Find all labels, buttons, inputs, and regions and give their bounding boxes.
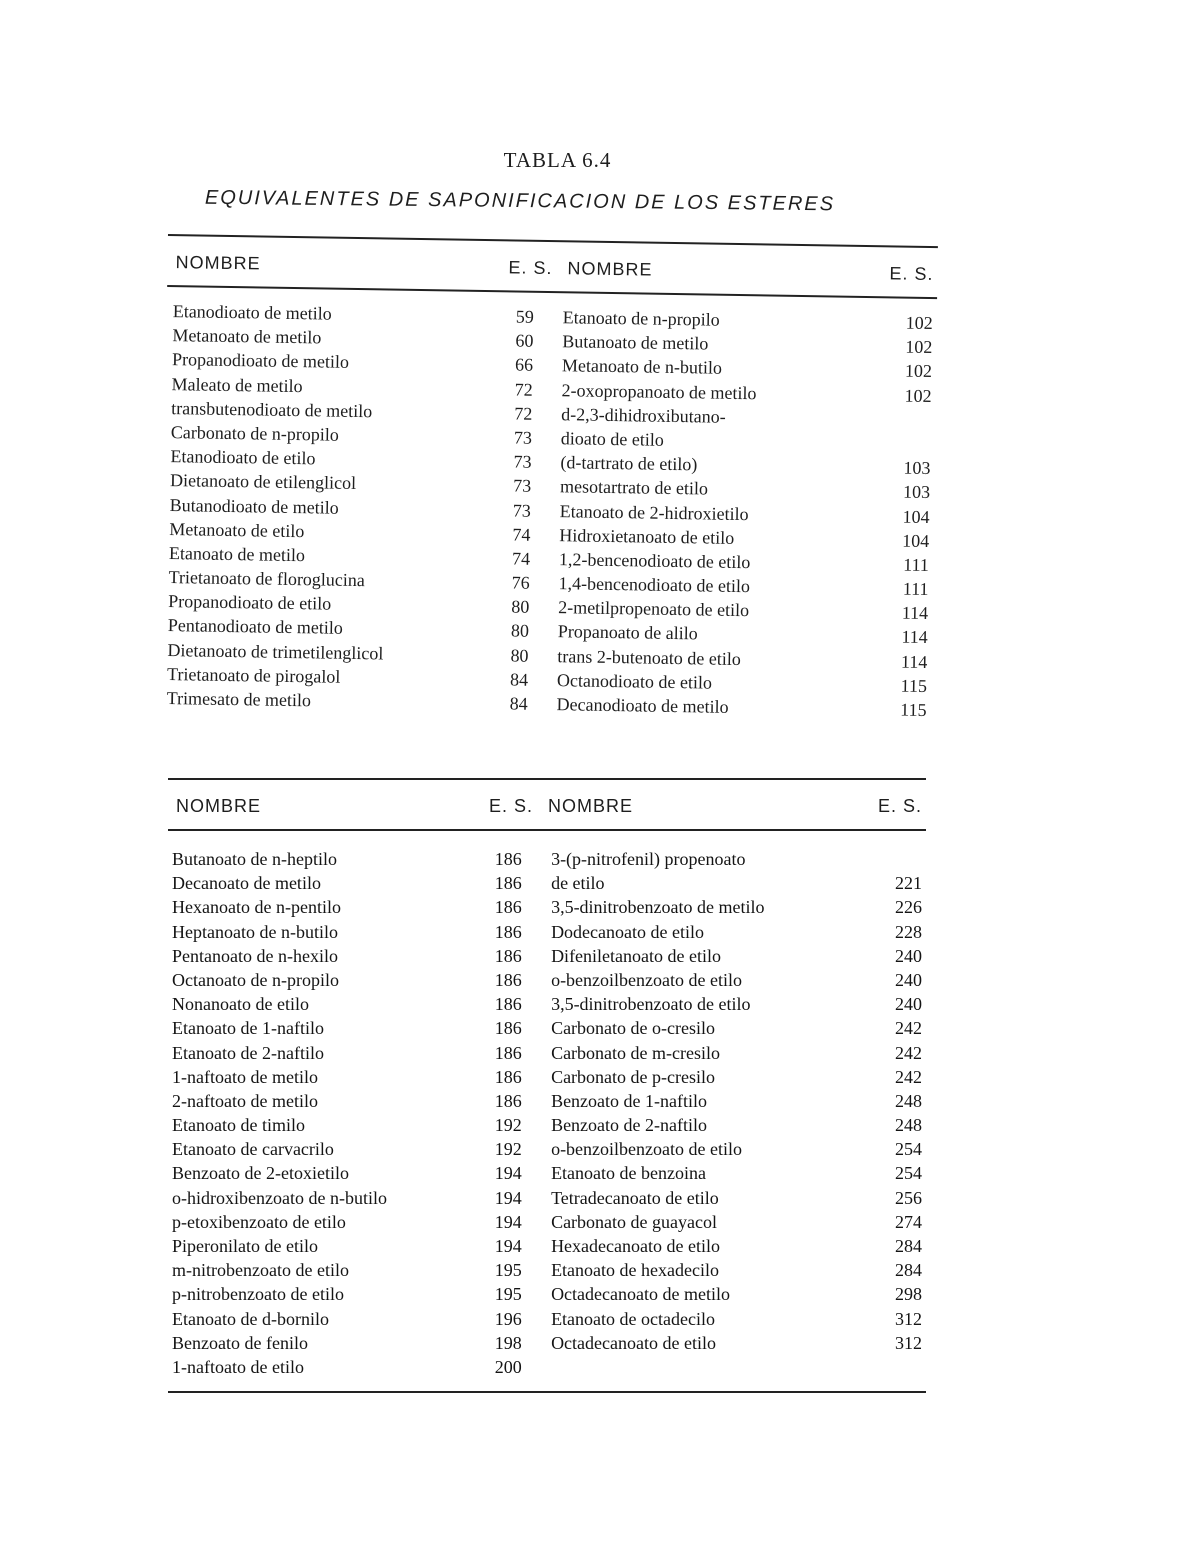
- table-cell: 114: [901, 602, 929, 624]
- table-cell: 76: [511, 572, 530, 593]
- table-cell: 2-naftoato de metilo: [172, 1090, 318, 1111]
- table-cell: Nonanoato de etilo: [172, 994, 309, 1015]
- table-cell: Propanoato de alilo: [557, 621, 698, 644]
- table-cell: Etanoato de timilo: [172, 1115, 305, 1136]
- table-cell: Metanoato de metilo: [172, 325, 322, 348]
- table-cell: 195: [494, 1284, 522, 1305]
- table-cell: Hexadecanoato de etilo: [551, 1236, 720, 1256]
- table-cell: 194: [494, 1211, 522, 1232]
- right-es-column: [875, 310, 937, 722]
- table-cell: 84: [510, 669, 529, 690]
- table-cell: Benzoato de 2-naftilo: [551, 1115, 708, 1136]
- table-cell: 226: [895, 897, 922, 918]
- table-cell: 115: [900, 675, 928, 696]
- table-cell: Etanoato de n-propilo: [562, 307, 720, 330]
- table-cell: Difeniletanoato de etilo: [551, 945, 721, 966]
- header-name-right: NOMBRE: [548, 796, 634, 816]
- table-cell: Etanoato de metilo: [168, 542, 306, 566]
- table-cell: Metanoato de etilo: [169, 518, 305, 541]
- table-cell: 73: [513, 427, 533, 448]
- table-cell: 80: [510, 620, 530, 642]
- left-es-column: [487, 847, 529, 1379]
- right-name-column: [542, 305, 881, 721]
- table-cell: Propanodioato de etilo: [168, 591, 332, 614]
- table-cell: 66: [514, 354, 534, 376]
- table-cell: 102: [905, 336, 933, 358]
- table-cell: o-benzoilbenzoato de etilo: [551, 969, 742, 990]
- table-cell: 186: [494, 1018, 522, 1039]
- table-cell: Carbonato de m-cresilo: [551, 1042, 721, 1063]
- table-cell: Etanoato de hexadecilo: [551, 1260, 719, 1281]
- table-cell: 114: [900, 651, 928, 672]
- table-cell: 242: [895, 1066, 922, 1087]
- table-cell: 186: [494, 897, 522, 918]
- table-cell: 3,5-dinitrobenzoato de metilo: [551, 897, 765, 918]
- table-cell: 192: [494, 1139, 522, 1160]
- table-cell: p-etoxibenzoato de etilo: [172, 1211, 346, 1232]
- table-cell: 103: [902, 481, 931, 503]
- table-cell: 73: [512, 499, 531, 521]
- table-cell: Benzoato de 2-etoxietilo: [172, 1163, 349, 1184]
- table-cell: 186: [494, 921, 522, 942]
- table-cell: Hexanoato de n-pentilo: [172, 897, 341, 918]
- table-cell: 72: [514, 403, 533, 424]
- table-cell: Butanodioato de metilo: [169, 494, 339, 518]
- table-cell: 312: [895, 1332, 922, 1353]
- table-cell: 59: [515, 306, 535, 327]
- table-cell: 195: [494, 1260, 522, 1281]
- table-cell: 256: [895, 1187, 922, 1208]
- table-cell: 194: [494, 1236, 522, 1256]
- table-cell: Octadecanoato de etilo: [551, 1332, 716, 1353]
- table-cell: o-hidroxibenzoato de n-butilo: [172, 1187, 387, 1208]
- table-cell: 240: [895, 969, 922, 990]
- table-cell: 298: [895, 1284, 922, 1305]
- table-cell: Dietanoato de trimetilenglicol: [167, 639, 384, 664]
- header-name-left: NOMBRE: [175, 252, 261, 274]
- table-cell: Etanoato de 2-hidroxietilo: [559, 500, 749, 524]
- header-es-left: E. S.: [488, 796, 533, 816]
- table-cell: Octanoato de n-propilo: [172, 969, 339, 990]
- table-cell: 186: [494, 945, 522, 966]
- table-cell: Etanoato de 2-naftilo: [172, 1042, 324, 1063]
- right-es-column: [878, 847, 926, 1379]
- table-cell: Dodecanoato de etilo: [551, 921, 705, 942]
- column-header-row: [168, 780, 926, 829]
- table-cell: 186: [494, 1066, 522, 1087]
- table-cell: Butanoato de n-heptilo: [172, 849, 337, 869]
- table-cell: 104: [902, 506, 930, 527]
- table-cell: 186: [494, 969, 522, 990]
- table-cell: 102: [905, 312, 933, 334]
- table-cell: 1,2-bencenodioato de etilo: [558, 549, 751, 573]
- table-cell: Pentanodioato de metilo: [167, 615, 343, 639]
- table-cell: 312: [895, 1308, 922, 1329]
- table-cell: 221: [895, 873, 922, 894]
- table-cell: o-benzoilbenzoato de etilo: [551, 1139, 742, 1160]
- table-cell: (d-tartrato de etilo): [560, 452, 698, 475]
- table-cell: 80: [511, 596, 530, 617]
- table-cell: Carbonato de guayacol: [551, 1211, 717, 1232]
- table-cell: 186: [494, 994, 522, 1015]
- table-cell: 186: [494, 849, 522, 869]
- table-cell: 248: [895, 1090, 922, 1111]
- table-cell: 284: [895, 1236, 922, 1256]
- table-cell: 72: [514, 379, 533, 400]
- table-number: TABLA 6.4: [503, 148, 612, 172]
- header-es-right: E. S.: [889, 263, 934, 285]
- table-cell: 111: [903, 554, 930, 575]
- table-body: [168, 831, 926, 1379]
- table-cell: Etanodioato de metilo: [172, 301, 332, 324]
- table-cell: 240: [895, 945, 922, 966]
- table-cell: 1-naftoato de metilo: [172, 1066, 318, 1087]
- table-cell: Hidroxietanoato de etilo: [559, 524, 735, 548]
- table-cell: Octanodioato de etilo: [556, 669, 713, 693]
- table-cell: 194: [494, 1163, 522, 1184]
- header-name-right: NOMBRE: [567, 258, 653, 280]
- table-cell: 198: [494, 1332, 522, 1353]
- table-cell: 114: [901, 627, 928, 648]
- table-block-2: [168, 778, 926, 1393]
- table-cell: Carbonato de p-cresilo: [551, 1066, 716, 1087]
- table-cell: Etanoato de d-bornilo: [172, 1308, 329, 1329]
- table-cell: 74: [511, 548, 531, 569]
- table-cell: 74: [512, 524, 531, 545]
- table-cell: Butanoato de metilo: [562, 331, 709, 354]
- table-cell: mesotartrato de etilo: [559, 476, 709, 499]
- table-cell: 102: [904, 385, 932, 406]
- table-cell: 196: [494, 1308, 522, 1329]
- left-es-column: [495, 304, 549, 716]
- table-cell: Tetradecanoato de etilo: [551, 1187, 719, 1208]
- table-cell: 3,5-dinitrobenzoato de etilo: [551, 994, 751, 1015]
- table-cell: Benzoato de 1-naftilo: [551, 1090, 708, 1111]
- table-cell: 60: [515, 330, 534, 351]
- table-cell: 186: [494, 1042, 522, 1063]
- table-cell: 186: [494, 873, 522, 894]
- table-cell: Dietanoato de etilenglicol: [169, 470, 357, 494]
- table-cell: Metanoato de n-butilo: [561, 355, 723, 379]
- bottom-rule: [168, 1391, 926, 1393]
- right-name-column: [529, 847, 878, 1379]
- table-cell: 248: [895, 1115, 922, 1136]
- table-block-1: [161, 234, 938, 722]
- table-cell: Maleato de metilo: [171, 373, 303, 396]
- table-cell: Heptanoato de n-butilo: [172, 921, 338, 942]
- table-cell: 80: [510, 645, 529, 666]
- table-cell: Etanoato de benzoina: [551, 1163, 706, 1184]
- table-cell: Carbonato de n-propilo: [170, 422, 339, 445]
- table-cell: d-2,3-dihidroxibutano-: [561, 403, 726, 427]
- table-cell: Decanodioato de metilo: [556, 694, 729, 717]
- table-cell: 186: [494, 1090, 522, 1111]
- table-cell: p-nitrobenzoato de etilo: [172, 1284, 344, 1305]
- table-cell: 254: [895, 1163, 922, 1184]
- table-cell: 1-naftoato de etilo: [172, 1356, 304, 1377]
- table-cell: Benzoato de fenilo: [172, 1332, 308, 1353]
- table-cell: 242: [895, 1042, 922, 1063]
- table-cell: Trietanoato de floroglucina: [168, 567, 366, 591]
- table-cell: 228: [895, 921, 922, 942]
- table-cell: 1,4-bencenodioato de etilo: [558, 573, 751, 597]
- header-es-left: E. S.: [508, 257, 553, 279]
- table-cell: 115: [900, 699, 927, 720]
- table-cell: 73: [513, 475, 532, 497]
- left-name-column: [168, 847, 487, 1379]
- table-cell: Decanoato de metilo: [172, 873, 321, 894]
- table-body: [161, 287, 938, 722]
- table-title: EQUIVALENTES DE SAPONIFICACION DE LOS ESTERES: [204, 186, 836, 216]
- table-cell: 73: [513, 451, 532, 472]
- table-cell: 103: [903, 457, 931, 479]
- table-cell: m-nitrobenzoato de etilo: [172, 1260, 349, 1281]
- table-cell: Octadecanoato de metilo: [551, 1284, 730, 1305]
- table-cell: 2-oxopropanoato de metilo: [561, 379, 757, 403]
- table-cell: 3-(p-nitrofenil) propenoato: [551, 849, 746, 869]
- table-cell: Piperonilato de etilo: [172, 1236, 318, 1256]
- table-cell: 284: [895, 1260, 922, 1281]
- table-cell: Trimesato de metilo: [166, 688, 312, 711]
- table-cell: Carbonato de o-cresilo: [551, 1018, 716, 1039]
- table-cell: dioato de etilo: [560, 428, 664, 450]
- table-cell: 104: [902, 530, 930, 551]
- table-cell: 274: [895, 1211, 922, 1232]
- table-cell: 192: [494, 1115, 522, 1136]
- left-name-column: [161, 299, 502, 715]
- table-cell: [879, 407, 931, 432]
- table-cell: Pentanoato de n-hexilo: [172, 945, 338, 966]
- table-cell: transbutenodioato de metilo: [171, 397, 373, 421]
- table-cell: 84: [509, 693, 528, 714]
- table-cell: 200: [494, 1356, 522, 1377]
- header-es-right: E. S.: [877, 796, 922, 816]
- table-cell: trans 2-butenoato de etilo: [557, 645, 741, 669]
- table-cell: 2-metilpropenoato de etilo: [558, 597, 750, 621]
- table-cell: Etanodioato de etilo: [170, 446, 316, 469]
- table-cell: [879, 431, 931, 456]
- table-cell: Etanoato de 1-naftilo: [172, 1018, 324, 1039]
- table-cell: [878, 847, 922, 871]
- table-cell: 111: [902, 578, 929, 600]
- table-cell: de etilo: [551, 873, 605, 894]
- table-cell: Etanoato de octadecilo: [551, 1308, 715, 1329]
- table-cell: 194: [494, 1187, 522, 1208]
- table-cell: 254: [895, 1139, 922, 1160]
- table-cell: Trietanoato de pirogalol: [166, 663, 341, 687]
- table-cell: 242: [895, 1018, 922, 1039]
- header-name-left: NOMBRE: [176, 796, 262, 816]
- table-cell: Propanodioato de metilo: [171, 349, 350, 373]
- table-cell: 102: [904, 360, 933, 382]
- table-cell: Etanoato de carvacrilo: [172, 1139, 334, 1160]
- table-cell: 240: [895, 994, 922, 1015]
